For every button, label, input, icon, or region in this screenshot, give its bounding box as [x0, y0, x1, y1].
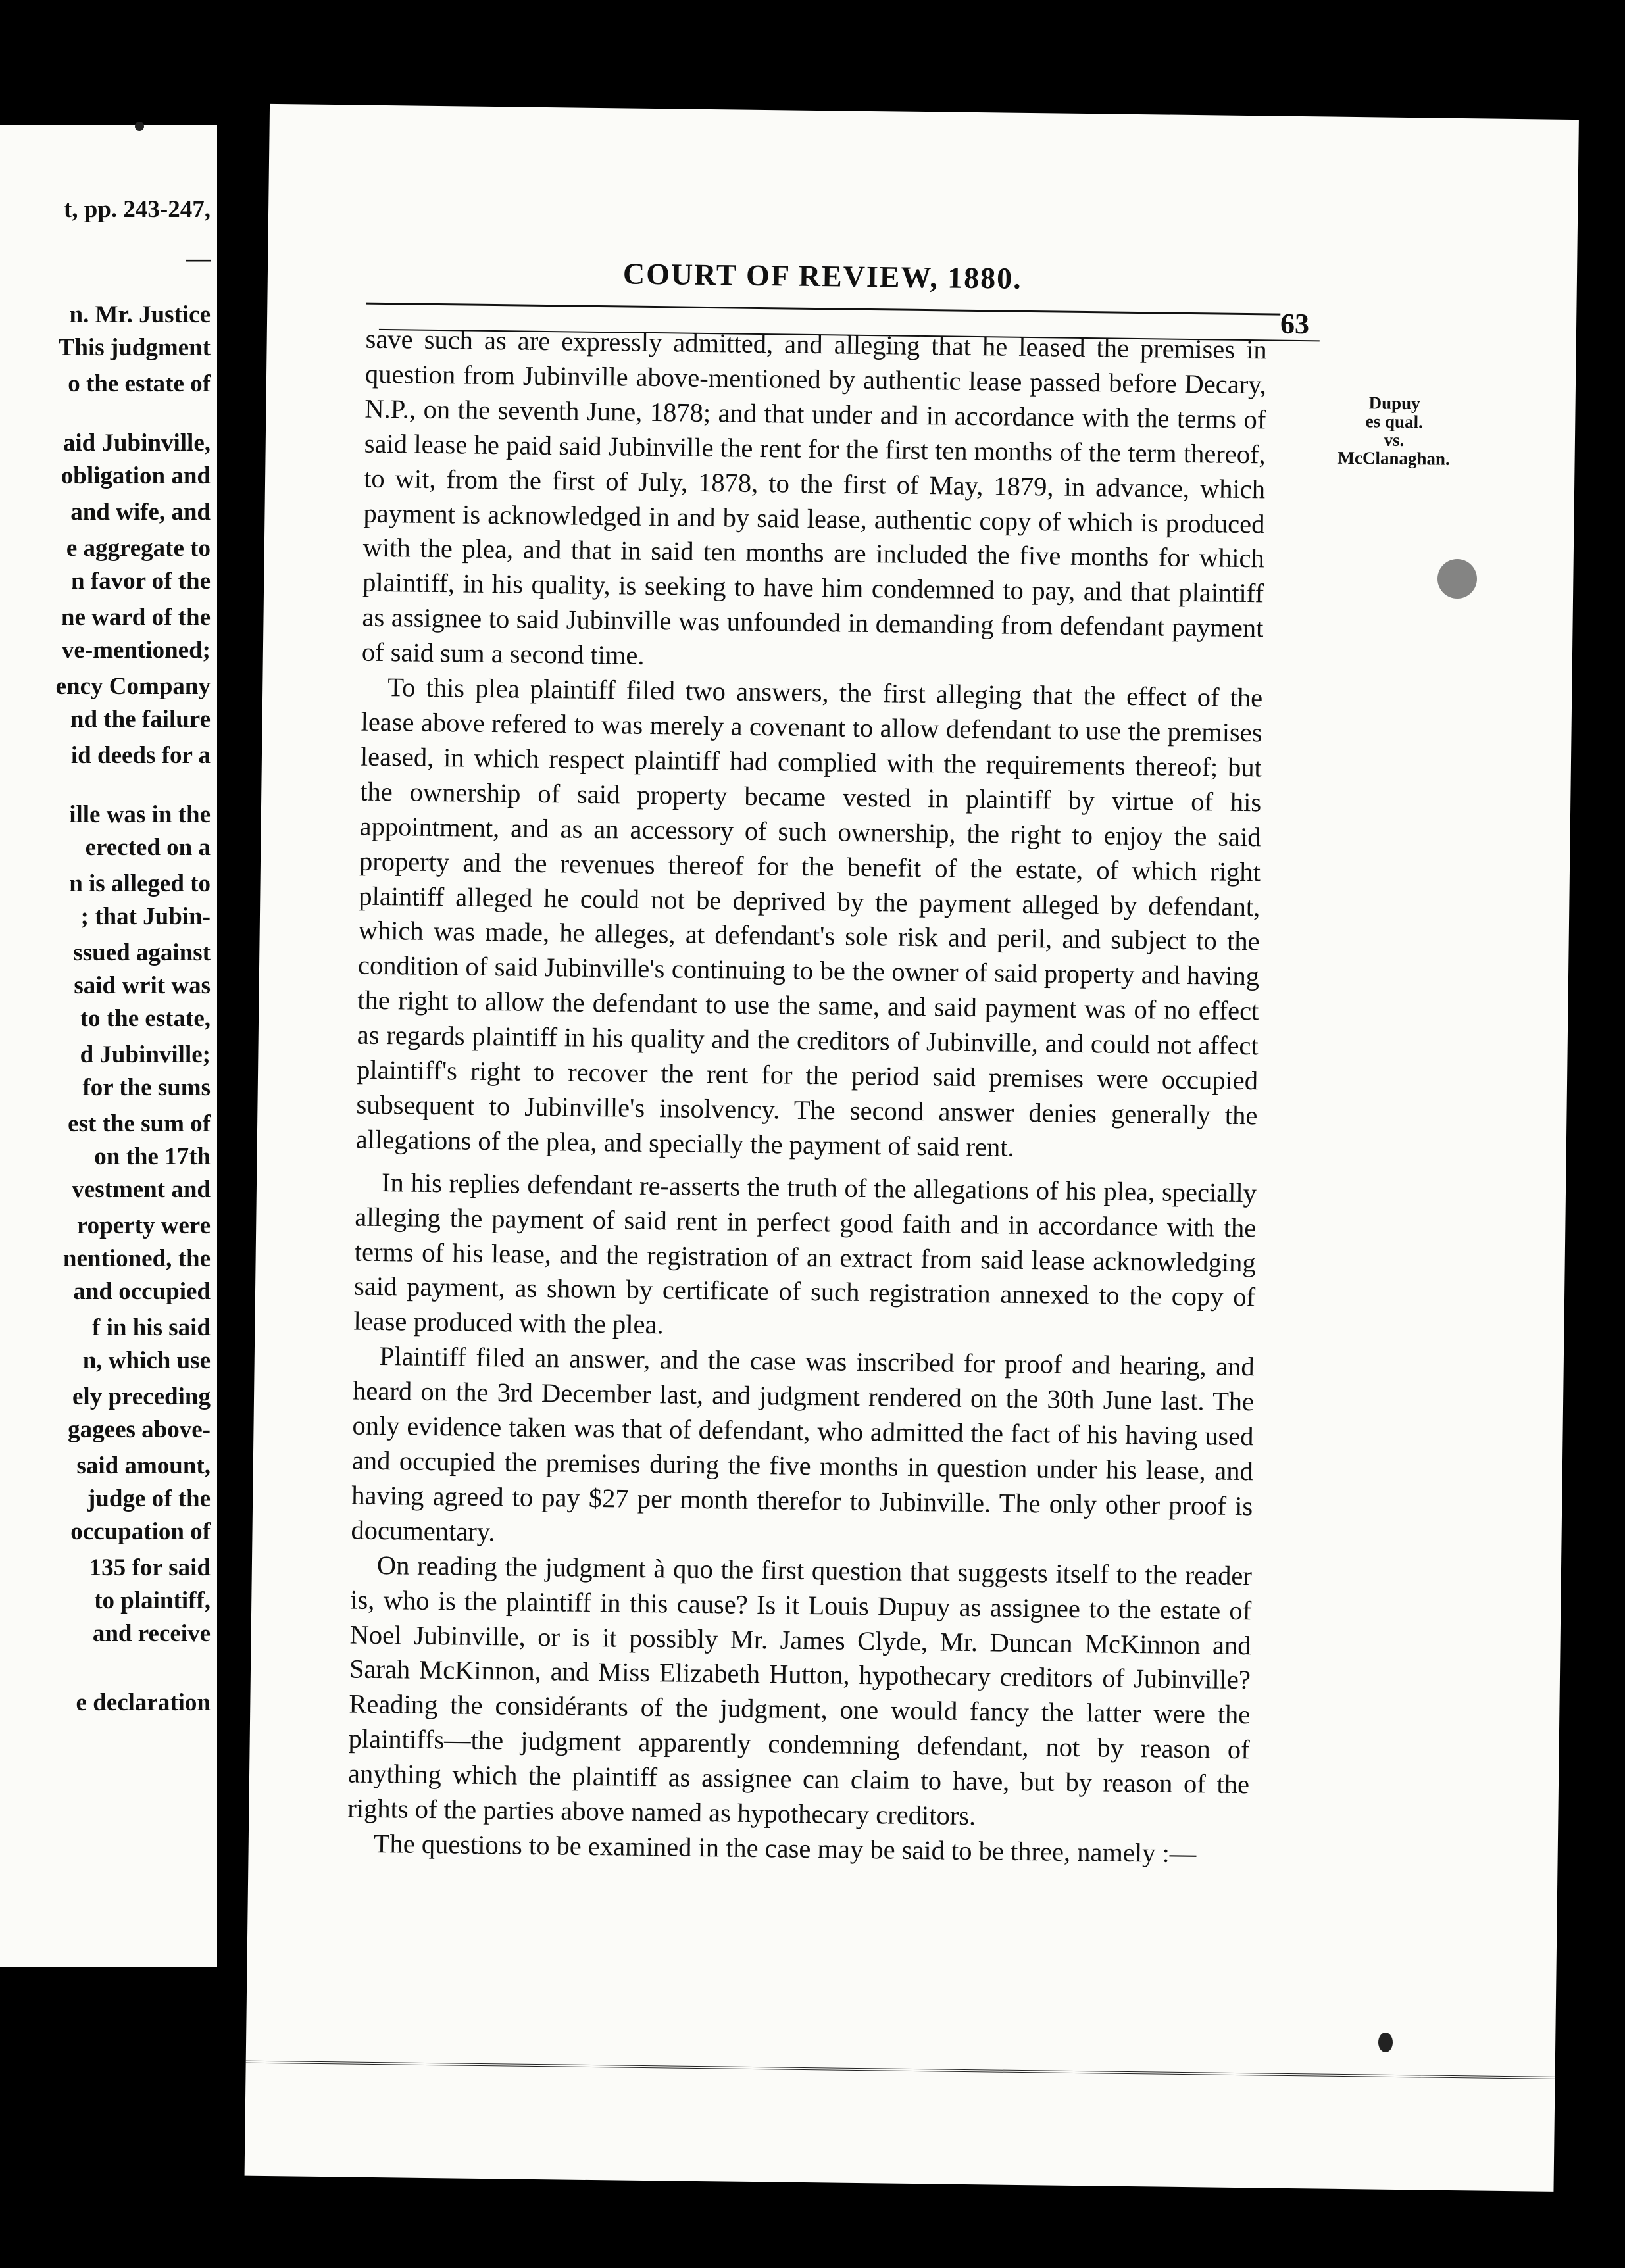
left-page-line: nd the failure [70, 706, 211, 733]
left-page-line: n favor of the [70, 568, 211, 595]
left-page-line: gagees above- [68, 1416, 211, 1443]
left-page-line: ency Company [55, 673, 211, 700]
left-page-line: n, which use [82, 1347, 211, 1374]
paragraph: The questions to be examined in the case may be said to be three, namely :— [373, 1828, 1197, 1869]
left-page-line: roperty were [76, 1212, 211, 1239]
left-page-line: This judgment [58, 334, 211, 361]
left-page-line: on the 17th [94, 1143, 211, 1170]
left-page-line: ne ward of the [61, 604, 211, 631]
left-page-line: n. Mr. Justice [69, 301, 211, 328]
margin-note-line: vs. [1384, 430, 1405, 450]
left-page-line: 135 for said [89, 1554, 211, 1581]
scan-speck [135, 122, 144, 131]
left-page-line: ve-mentioned; [61, 637, 211, 664]
left-page-line: — [186, 245, 211, 272]
paragraph: save such as are expressly admitted, and alleging that he leased the premises in question from Jubinville above-mentioned by authentic lease passed before Decary, N.P., on the seventh June, 1878; and that under and in accordance with the terms of said lease he paid said Jubinville the rent for the first ten months of the term thereof, to wit, from the first of July, 1878, to the first of May, 1879, in advance, which payment is acknowledged in and by said lease, authentic copy of which is produced with the plea, and that in said ten months are included the five months for which plaintiff, in his quality, is seeking to have him condemned to pay, and that plaintiff as assignee to said Jubinville was unfounded in demanding from defendant payment of said sum a second time. [361, 324, 1267, 671]
left-page-line: occupation of [70, 1518, 211, 1545]
margin-note [1318, 393, 1470, 468]
left-page-line: est the sum of [68, 1110, 211, 1137]
left-page-line: ille was in the [69, 801, 211, 828]
left-page-line: n is alleged to [69, 870, 211, 897]
left-page-line: id deeds for a [70, 742, 211, 769]
body-text [347, 322, 1266, 1872]
left-page-line: and receive [92, 1620, 211, 1647]
left-page-line: e declaration [76, 1689, 211, 1716]
left-page-line: said writ was [74, 972, 211, 999]
left-page-line: for the sums [82, 1074, 211, 1101]
page-number: 63 [1280, 307, 1310, 341]
running-head: COURT OF REVIEW, 1880. [622, 257, 1023, 295]
paragraph: In his replies defendant re-asserts the truth of the allegations of his plea, specially alleging the payment of said rent in perfect good faith and in accordance with the terms of his lease, and the registration of an extract from said lease acknowledging said payment, as shown by certificate of such registration annexed to the copy of lease produced with the plea. [353, 1167, 1257, 1340]
margin-note-line: McClanaghan. [1338, 447, 1450, 469]
left-page-line: t, pp. 243-247, [63, 196, 211, 223]
left-page-line: to plaintiff, [94, 1587, 211, 1614]
margin-note-line: Dupuy [1368, 393, 1420, 414]
left-page-line: aid Jubinville, [63, 430, 211, 456]
left-page-line: d Jubinville; [80, 1041, 211, 1068]
scan-speck [1438, 559, 1477, 599]
left-page-fragment [0, 125, 217, 1967]
left-page-line: ely preceding [72, 1383, 211, 1410]
paragraph: To this plea plaintiff filed two answers, the first alleging that the effect of the lease above refered to was merely a covenant to allow defendant to use the premises leased, in which respect plaintiff had complied with the requirements thereof; but the ownership of said property became vested in plaintiff by virtue of his appointment, and as an accessory of such ownership, the right to enjoy the said property and the revenues thereof for the benefit of the estate, of which right plaintiff alleged he could not be deprived by the payment alleged by defendant, which was made, he alleges, at defendant's sole risk and peril, and subject to the condition of said Jubinville's continuing to be the owner of said property and having the right to allow the defendant to use the same, and said payment was of no effect as regards plaintiff in his quality and the creditors of Jubinville, and could not affect plaintiff's right to recover the rent for the period said premises were occupied subsequent to Jubinville's insolvency. The second answer denies generally the allegations of the plea, and specially the payment of said rent. [355, 672, 1263, 1162]
left-page-line: and wife, and [70, 499, 211, 526]
left-page-line: e aggregate to [66, 535, 211, 562]
left-page-line: nentioned, the [63, 1245, 211, 1272]
page-bottom-rule [246, 2061, 1562, 2079]
scan-speck [1378, 2033, 1393, 2052]
left-page-line: o the estate of [68, 370, 211, 397]
left-page-line: erected on a [85, 834, 211, 861]
left-page-line: said amount, [76, 1452, 211, 1479]
paragraph: Plaintiff filed an answer, and the case was inscribed for proof and hearing, and heard on the 3rd December last, and judgment rendered on the 30th June last. The only evidence taken was that of defendant, who admitted the fact of his having used and occupied the premises during the five months in question under his lease, and having agreed to pay $27 per month therefor to Jubinville. The only other proof is documentary. [351, 1341, 1255, 1547]
left-page-line: f in his said [92, 1314, 211, 1341]
left-page-line: ; that Jubin- [80, 903, 211, 930]
book-page [245, 104, 1579, 2192]
left-page-line: vestment and [72, 1176, 211, 1203]
left-page-line: and occupied [73, 1278, 211, 1305]
left-page-line: to the estate, [80, 1005, 211, 1032]
margin-note-line: es qual. [1365, 411, 1423, 432]
header-rule [366, 303, 1280, 316]
left-page-line: judge of the [87, 1485, 211, 1512]
left-page-line: obligation and [61, 462, 211, 489]
left-page-line: ssued against [73, 939, 211, 966]
paragraph: On reading the judgment à quo the first question that suggests itself to the reader is, who is the plaintiff in this cause? Is it Louis Dupuy as assignee to the estate of Noel Jubinville, or is it possibly Mr. James Clyde, Mr. Duncan McKinnon and Sarah McKinnon, and Miss Elizabeth Hutton, hypothecary creditors of Jubinville? Reading the considérants of the judgment, one would fancy the latter were the plaintiffs—the judgment apparently condemning defendant, not by reason of anything which the plaintiff as assignee can claim to have, but by reason of the rights of the parties above named as hypothecary creditors. [347, 1550, 1253, 1831]
